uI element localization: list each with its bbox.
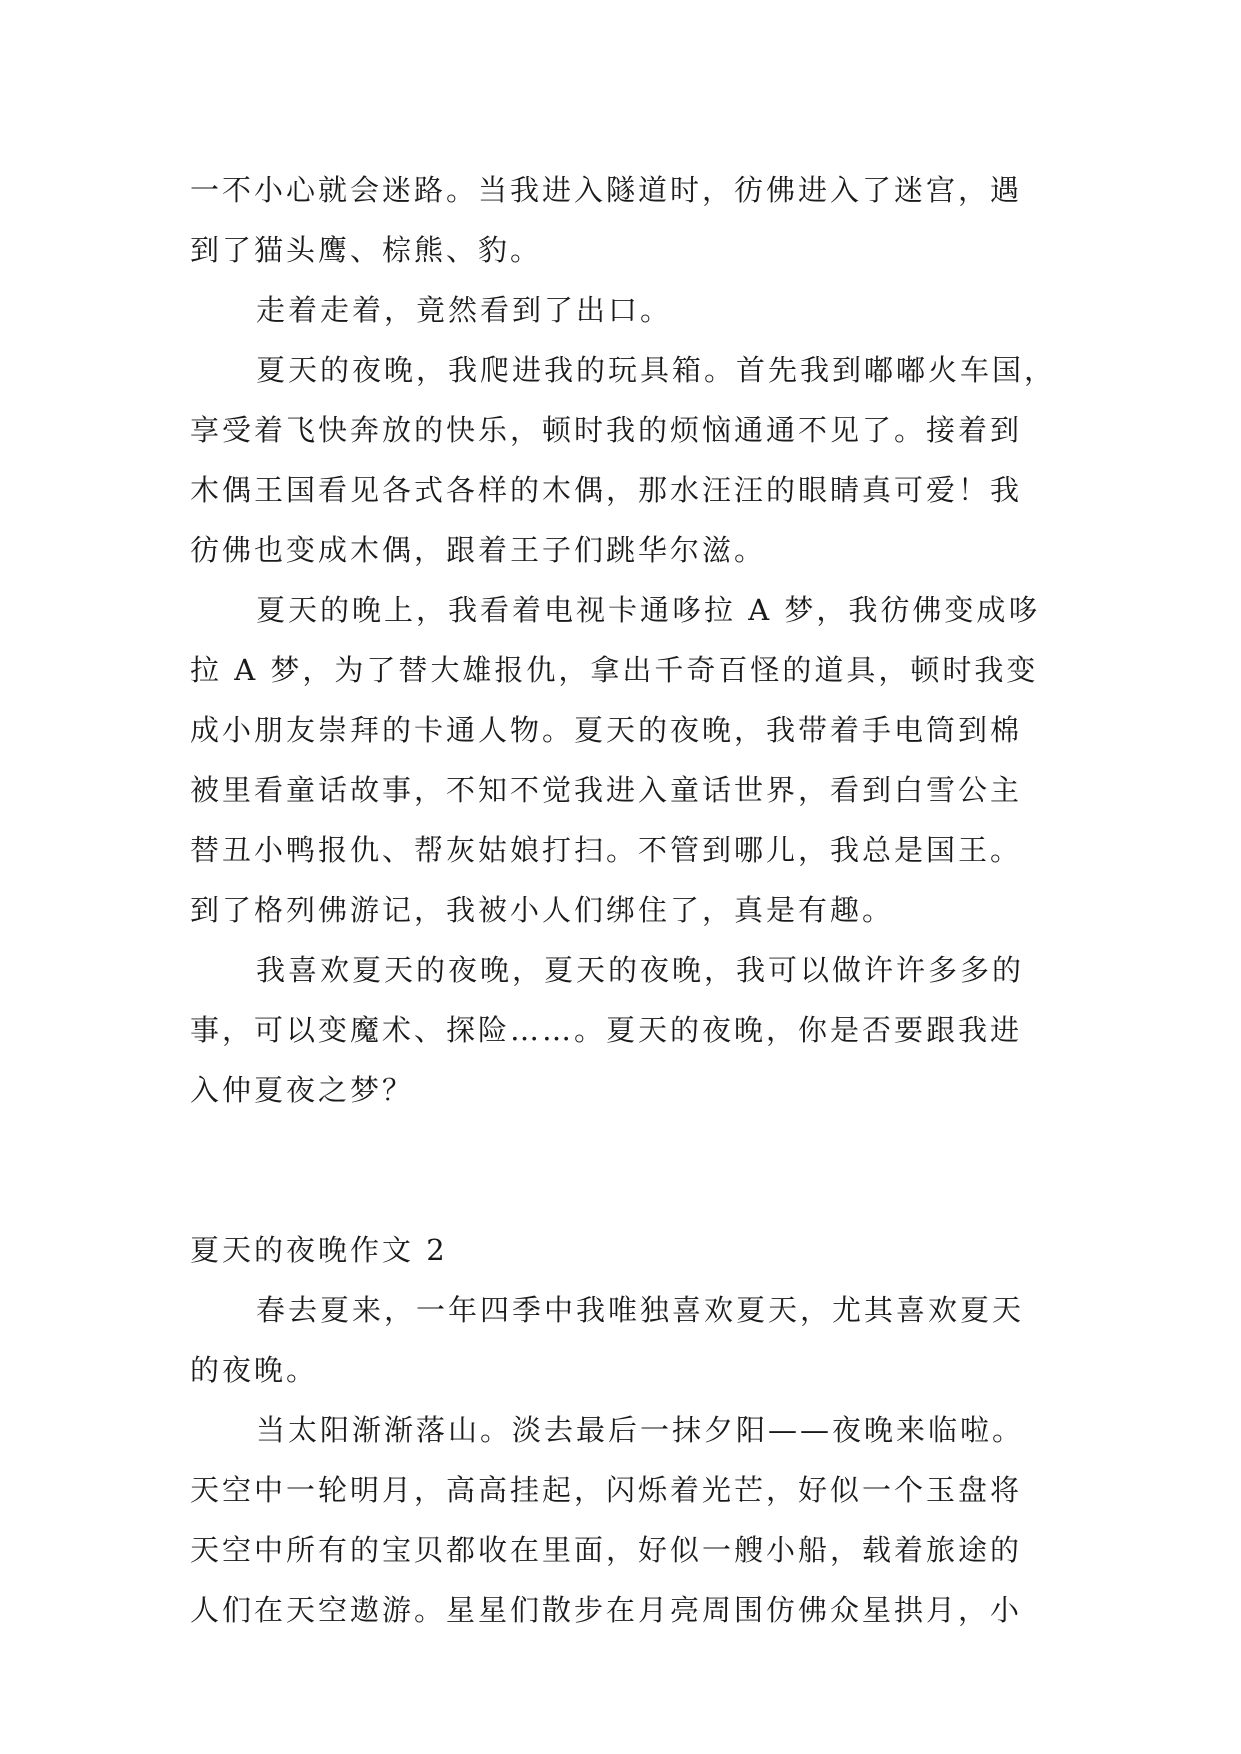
text-line: 一不小心就会迷路。当我进入隧道时，彷佛进入了迷宫，遇 <box>190 173 1023 207</box>
document-body <box>190 160 1070 1640</box>
essay-title: 夏天的夜晚作文 2 <box>190 1233 448 1267</box>
text-line: 享受着飞快奔放的快乐，顿时我的烦恼通通不见了。接着到 <box>190 413 1023 447</box>
paragraph-start-line: 我喜欢夏天的夜晚，夏天的夜晚，我可以做许许多多的 <box>256 953 1025 987</box>
text-line: 被里看童话故事，不知不觉我进入童话世界，看到白雪公主 <box>190 773 1023 807</box>
paragraph-start-line: 春去夏来，一年四季中我唯独喜欢夏天，尤其喜欢夏天 <box>256 1293 1025 1327</box>
text-line: 事，可以变魔术、探险……。夏天的夜晚，你是否要跟我进 <box>190 1013 1023 1047</box>
text-line: 替丑小鸭报仇、帮灰姑娘打扫。不管到哪儿，我总是国王。 <box>190 833 1023 867</box>
paragraph-start-line: 夏天的晚上，我看着电视卡通哆拉 A 梦，我彷佛变成哆 <box>256 593 1041 627</box>
essay-section-1 <box>190 160 1070 1120</box>
text-line: 的夜晚。 <box>190 1353 319 1387</box>
paragraph-start-line: 夏天的夜晚，我爬进我的玩具箱。首先我到嘟嘟火车国， <box>256 353 1057 387</box>
section-spacer <box>190 1120 1070 1220</box>
text-line: 天空中一轮明月，高高挂起，闪烁着光芒，好似一个玉盘将 <box>190 1473 1023 1507</box>
text-line: 拉 A 梦，为了替大雄报仇，拿出千奇百怪的道具，顿时我变 <box>190 653 1039 687</box>
text-line: 到了格列佛游记，我被小人们绑住了，真是有趣。 <box>190 893 895 927</box>
text-line: 天空中所有的宝贝都收在里面，好似一艘小船，载着旅途的 <box>190 1533 1023 1567</box>
paragraph-start-line: 当太阳渐渐落山。淡去最后一抹夕阳——夜晚来临啦。 <box>256 1413 1025 1447</box>
text-line: 彷佛也变成木偶，跟着王子们跳华尔滋。 <box>190 533 767 567</box>
text-line: 人们在天空遨游。星星们散步在月亮周围仿佛众星拱月，小 <box>190 1593 1023 1627</box>
text-line: 到了猫头鹰、棕熊、豹。 <box>190 233 543 267</box>
text-line: 成小朋友崇拜的卡通人物。夏天的夜晚，我带着手电筒到棉 <box>190 713 1023 747</box>
text-line: 入仲夏夜之梦？ <box>190 1073 415 1107</box>
essay-section-2 <box>190 1220 1070 1640</box>
paragraph-start-line: 走着走着，竟然看到了出口。 <box>256 293 673 327</box>
text-line: 木偶王国看见各式各样的木偶，那水汪汪的眼睛真可爱！我 <box>190 473 1023 507</box>
